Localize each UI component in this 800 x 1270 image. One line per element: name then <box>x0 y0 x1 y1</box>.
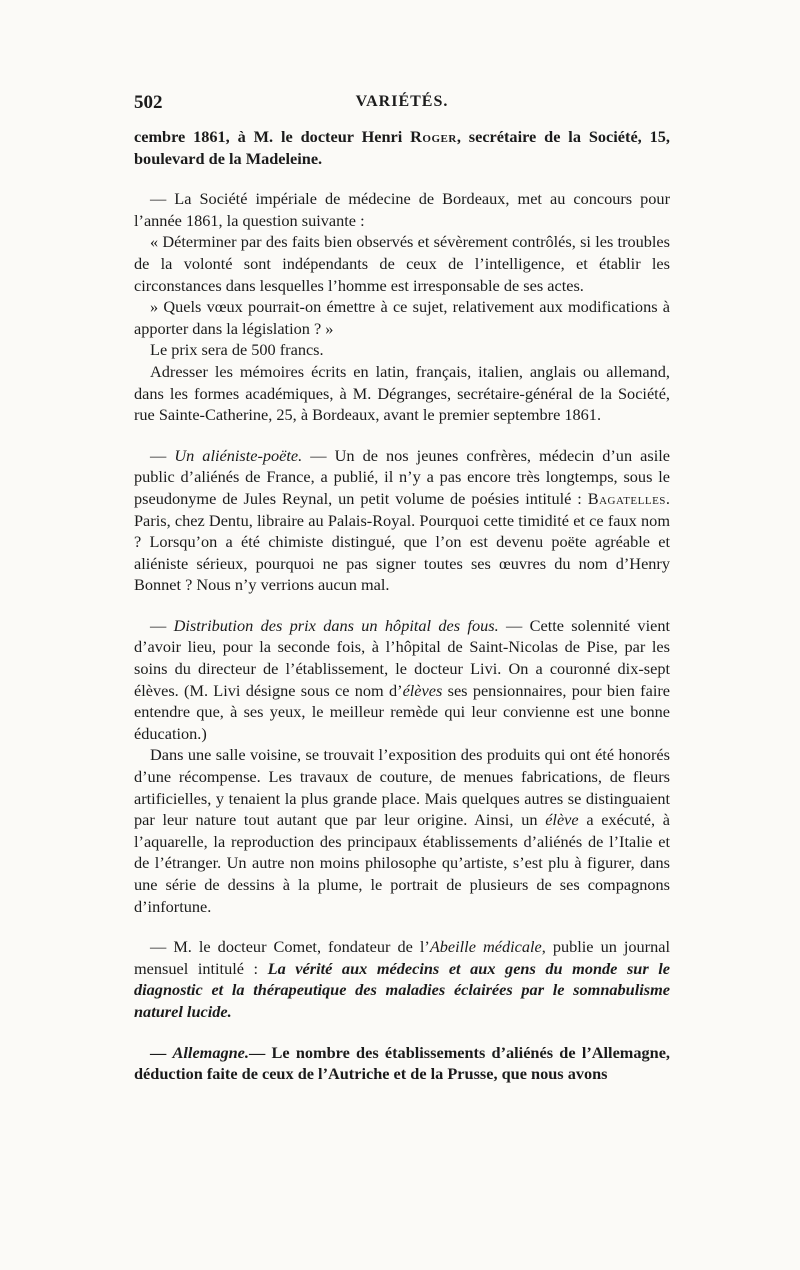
alieniste-text-b: . Paris, chez Dentu, libraire au Palais-Royal. Pourquoi cette timidité et ce faux nom ? Lorsqu’on a été chimiste distingué, que l’on est devenu poëte agréable et aliéniste sérieux, pourquoi ne pas signer toutes ses œuvres du nom d’Henry Bonnet ? Nous n’y verrions aucun mal. <box>134 488 670 595</box>
distribution-p2-b: a exécuté, à l’aquarelle, la reproduction des principaux établissements d’aliénés de l’Italie et de l’étranger. Un autre non moins philosophe qu’artiste, s’est plu à figurer, dans une série de dessins à la plume, le portrait de plusieurs de ses compagnons d’infortune. <box>134 810 670 916</box>
running-title: VARIÉTÉS. <box>355 93 449 110</box>
comet-text-b: , publie un journal mensuel intitulé : <box>134 937 670 978</box>
page-number: 502 <box>134 92 163 113</box>
alieniste-text-a: — Un de nos jeunes confrères, médecin d’un asile public d’aliénés de France, a publié, il n’y a pas encore très longtemps, sous le pseudonyme de Jules Reynal, un petit volume de poésies intitulé : <box>134 445 670 508</box>
allemagne-paragraph <box>134 1042 670 1085</box>
alieniste-title: Un aliéniste-poëte. <box>174 445 303 465</box>
intro-name: Roger <box>410 127 457 146</box>
distribution-eleve: élève <box>545 810 579 830</box>
intro-text-a: cembre 1861, à M. le docteur Henri <box>134 127 411 146</box>
book-title: Bagatelles <box>587 488 666 508</box>
distribution-p2-a: Dans une salle voisine, se trouvait l’exposition des produits qui ont été honorés d’une récompense. Les travaux de couture, de menues fabrications, de fleurs artificielles, y tenaient la plus grande place. Mais quelques autres se distinguaient par leur nature tout autant que par leur origine. Ainsi, un <box>134 745 670 830</box>
distribution-text-b: ses pensionnaires, pour bien faire entendre que, à ses yeux, le meilleur remède qui leur convienne est une bonne éducation.) <box>134 680 670 743</box>
intro-text-b: , secrétaire de la Société, 15, boulevard de la Madeleine. <box>134 127 670 168</box>
bordeaux-paragraph-1: — La Société impériale de médecine de Bordeaux, met au concours pour l’année 1861, la question suivante : <box>134 189 670 230</box>
allemagne-title: Allemagne. <box>172 1042 249 1062</box>
journal-name: Abeille médicale <box>429 937 542 957</box>
intro-paragraph <box>134 126 670 169</box>
distribution-title: Distribution des prix dans un hôpital des fous. <box>173 615 499 635</box>
allemagne-lead: — <box>150 1042 173 1062</box>
running-header <box>134 92 670 116</box>
bordeaux-paragraph-5: Adresser les mémoires écrits en latin, français, italien, anglais ou allemand, dans les formes académiques, à M. Dégranges, secrétaire-général de la Société, rue Sainte-Catherine, 25, à Bordeaux, avant le premier septembre 1861. <box>134 361 670 425</box>
alieniste-lead: — <box>150 445 175 465</box>
allemagne-text: — Le nombre des établissements d’aliénés de l’Allemagne, déduction faite de ceux de l’Autriche et de la Prusse, que nous avons <box>134 1042 670 1084</box>
page-body <box>134 126 670 1085</box>
distribution-paragraph-2 <box>134 744 670 917</box>
distribution-text-a: — Cette solennité vient d’avoir lieu, pour la seconde fois, à l’hôpital de Saint-Nicolas de Pise, par les soins du directeur de l’établissement, le docteur Livi. On a couronné dix-sept élèves. (M. Livi désigne sous ce nom d’ <box>134 615 670 700</box>
distribution-eleves: élèves <box>402 680 443 700</box>
bordeaux-paragraph-3: » Quels vœux pourrait-on émettre à ce sujet, relativement aux modifications à apporter dans la législation ? » <box>134 297 670 338</box>
journal-title: La vérité aux médecins et aux gens du monde sur le diagnostic et la thérapeutique des maladies éclairées par le somnabulisme naturel lucide. <box>134 958 671 1021</box>
distribution-paragraph-1 <box>134 615 670 745</box>
bordeaux-paragraph-4: Le prix sera de 500 francs. <box>150 340 324 360</box>
bordeaux-paragraph-2: « Déterminer par des faits bien observés et sévèrement contrôlés, si les troubles de la volonté sont indépendants de ceux de l’intelligence, et établir les circonstances dans lesquelles l’homme est irresponsable de ses actes. <box>134 232 670 295</box>
comet-text-a: — M. le docteur Comet, fondateur de l’ <box>150 937 430 957</box>
comet-paragraph <box>134 936 670 1022</box>
distribution-lead: — <box>150 615 174 635</box>
alieniste-paragraph <box>134 445 670 596</box>
